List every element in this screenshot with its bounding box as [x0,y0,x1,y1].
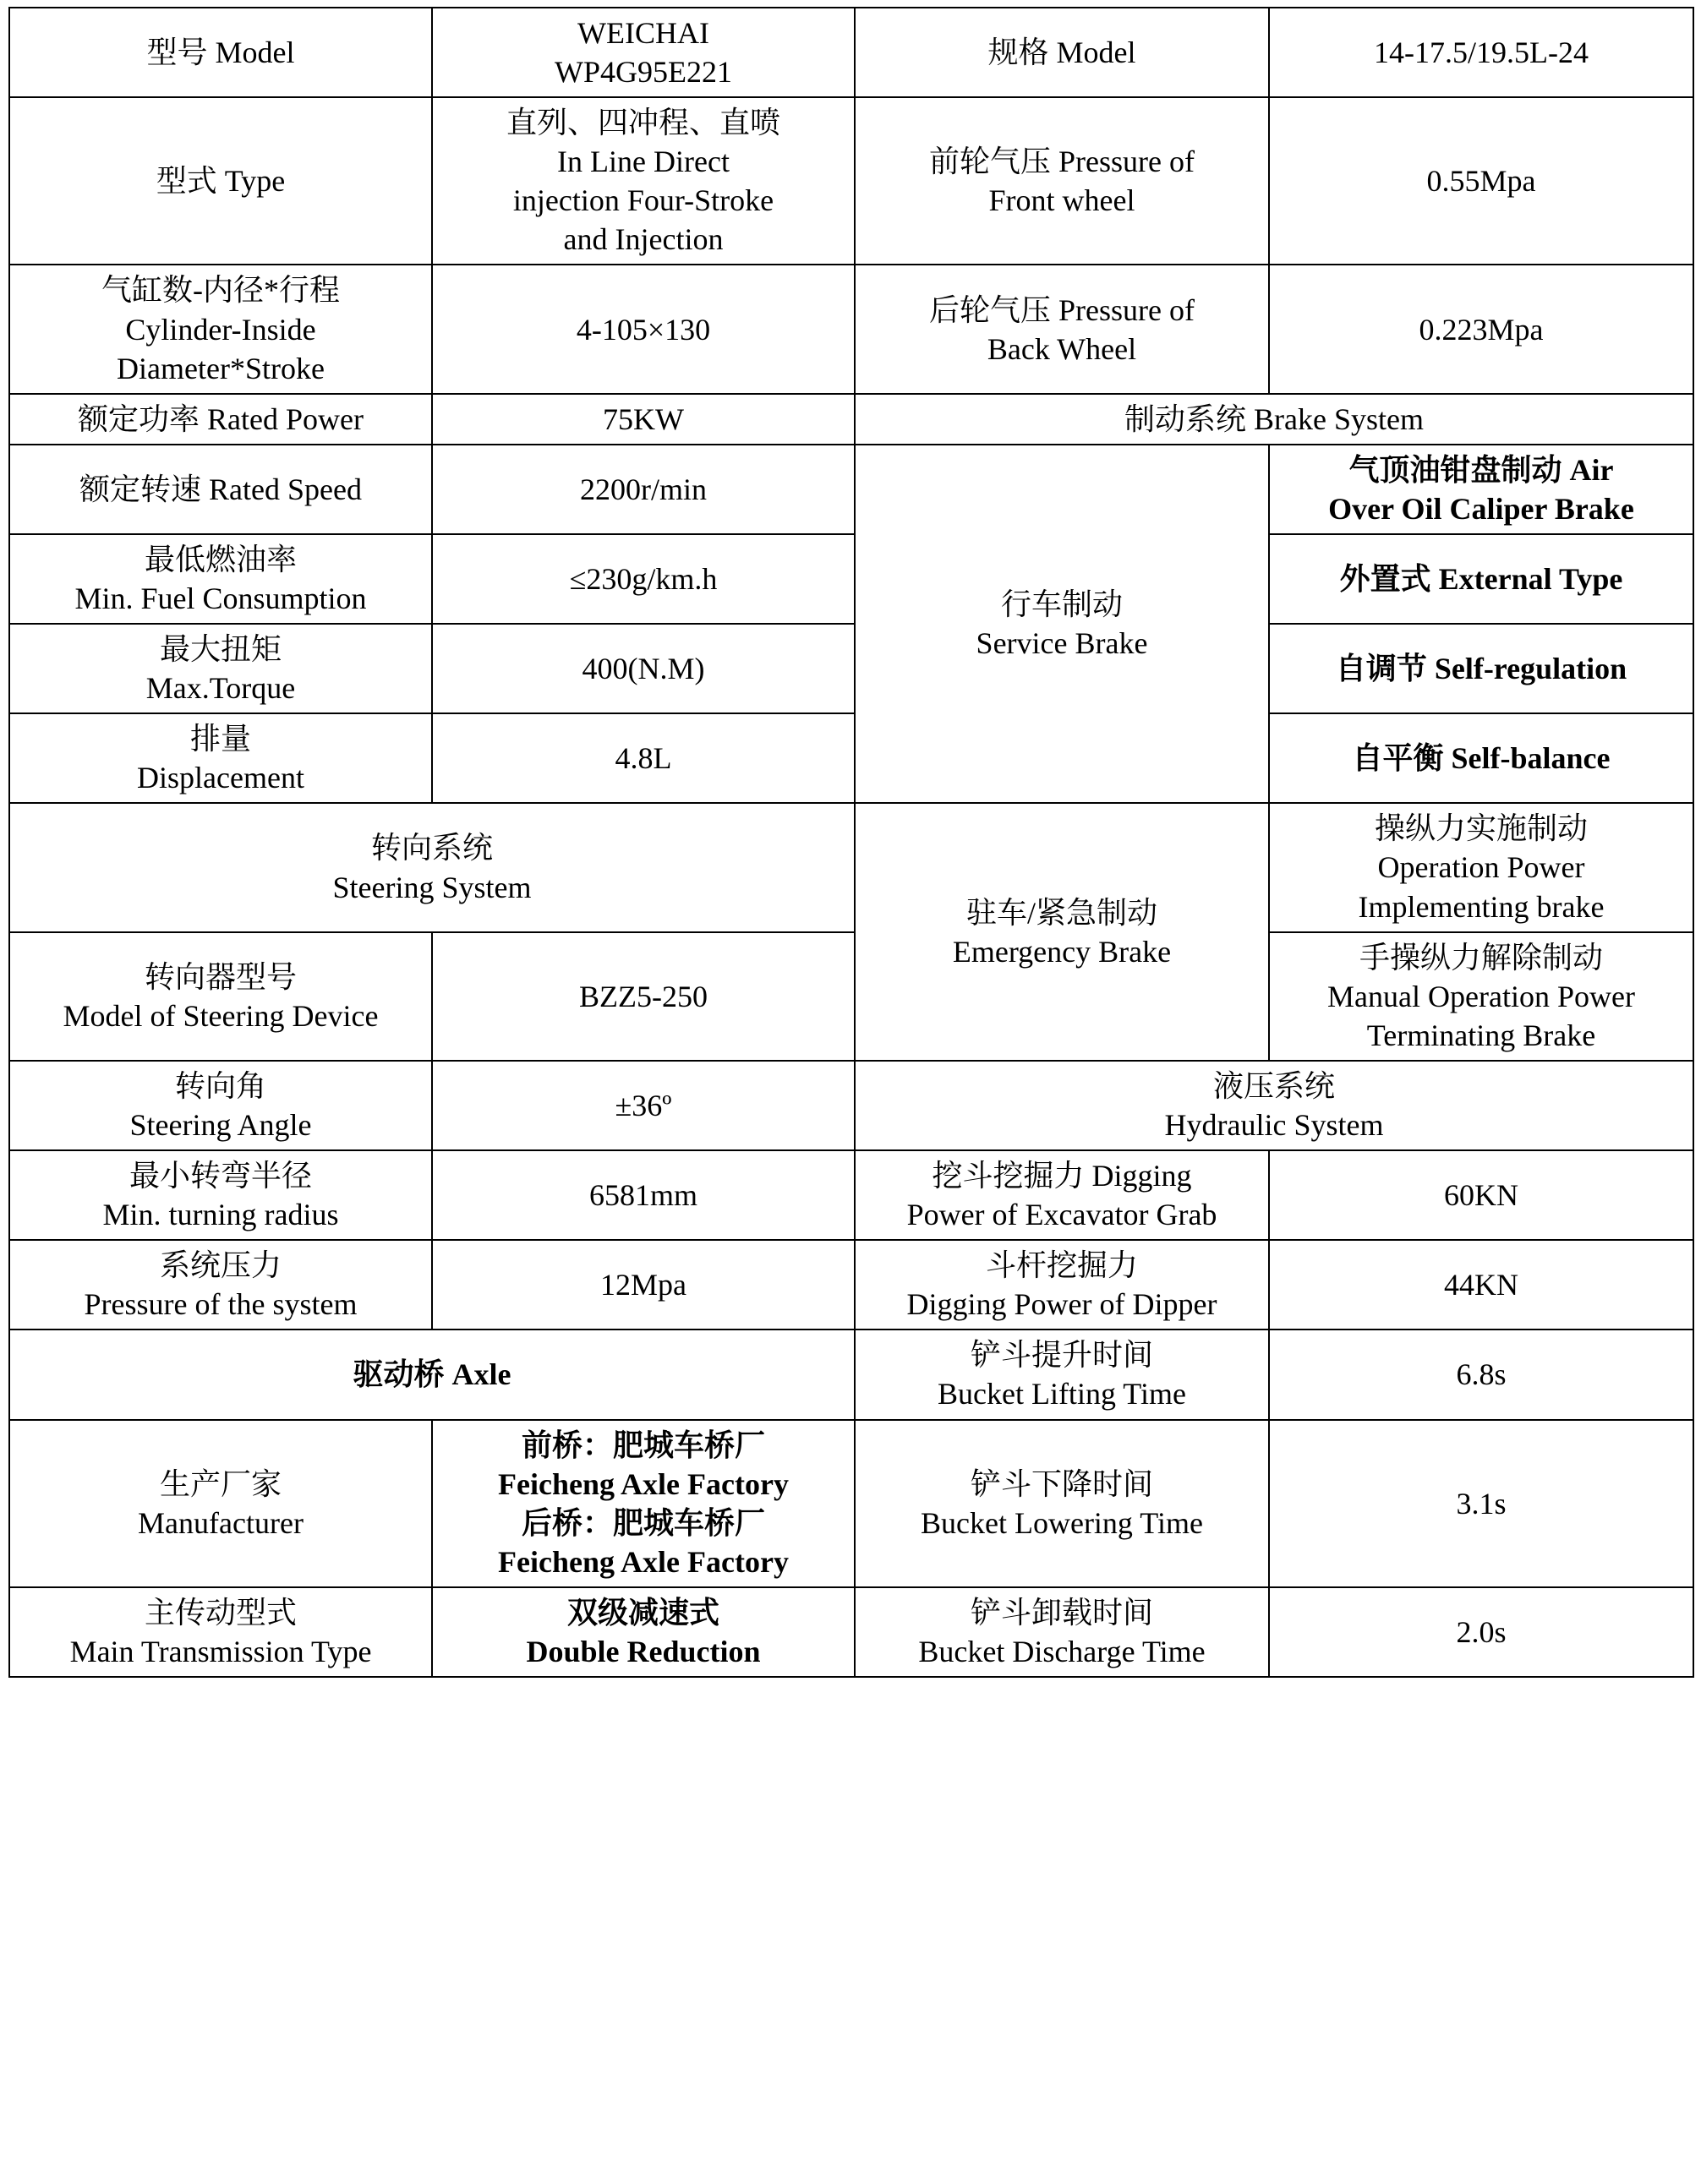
cell-line: 12Mpa [600,1268,686,1302]
value-digging-power-dipper [1269,1240,1693,1330]
value-bucket-discharge-time [1269,1587,1693,1677]
header-steering-system [9,803,855,931]
value-main-transmission [432,1587,855,1677]
value-turning-radius [432,1150,855,1240]
cell-line: 操纵力实施制动 [1374,811,1588,846]
cell-line: 主传动型式 [144,1595,297,1630]
value-manufacturer [432,1420,855,1587]
cell-line: Over Oil Caliper Brake [1328,491,1634,526]
cell-line: 自平衡 Self-balance [1352,741,1611,776]
cell-line: Bucket Discharge Time [918,1634,1206,1668]
cell-line: 额定转速 Rated Speed [79,472,362,506]
value-service-brake-3 [1269,624,1693,713]
cell-line: 2200r/min [580,472,707,506]
cell-line: 排量 [189,722,251,756]
label-bucket-lifting-time [855,1330,1269,1419]
cell-line: Service Brake [976,626,1148,661]
table-row [9,1587,1693,1677]
specification-table [8,7,1694,1678]
label-steering-device [9,932,432,1061]
table-row [9,624,1693,713]
value-front-wheel-pressure [1269,97,1693,265]
label-rated-power [9,394,432,445]
cell-line: 6581mm [588,1178,697,1213]
cell-line: Cylinder-Inside [125,312,316,347]
value-cylinder [432,265,855,393]
value-digging-power-grab [1269,1150,1693,1240]
label-steering-angle [9,1061,432,1150]
cell-line: WEICHAI [577,16,709,50]
cell-line: Max.Torque [145,671,296,706]
value-bucket-lowering-time [1269,1420,1693,1587]
cell-line: 铲斗卸载时间 [970,1595,1153,1630]
table-row [9,394,1693,445]
label-turning-radius [9,1150,432,1240]
cell-line: 4.8L [615,741,672,776]
cell-line: 型式 Type [156,164,286,199]
cell-line: 44KN [1444,1268,1518,1302]
cell-line: ≤230g/km.h [569,561,718,596]
cell-line: 0.55Mpa [1426,164,1536,199]
cell-line: BZZ5-250 [579,979,708,1013]
cell-line: 规格 Model [987,35,1136,70]
cell-line: In Line Direct [557,145,730,179]
cell-line: and Injection [563,222,724,257]
cell-line: Front wheel [988,183,1135,218]
cell-line: 6.8s [1456,1357,1507,1392]
cell-line: 型号 Model [146,35,295,70]
cell-line: Bucket Lowering Time [921,1505,1203,1540]
label-bucket-lowering-time [855,1420,1269,1587]
label-back-wheel-pressure [855,265,1269,393]
label-max-torque [9,624,432,713]
cell-line: Min. turning radius [102,1198,339,1232]
table-row [9,1150,1693,1240]
cell-line: Digging Power of Dipper [906,1287,1217,1322]
table-row [9,1330,1693,1419]
cell-line: 2.0s [1456,1614,1507,1649]
value-steering-angle [432,1061,855,1150]
cell-line: injection Four-Stroke [512,183,774,218]
label-system-pressure [9,1240,432,1330]
cell-line: 前轮气压 Pressure of [929,145,1195,179]
table-row [9,713,1693,803]
value-type [432,97,855,265]
cell-line: Hydraulic System [1164,1107,1384,1142]
cell-line: Implementing brake [1358,889,1605,924]
cell-line: Power of Excavator Grab [906,1198,1217,1232]
value-emergency-brake-1 [1269,803,1693,931]
label-model [9,8,432,97]
cell-line: 斗杆挖掘力 [985,1248,1138,1283]
value-service-brake-1 [1269,445,1693,534]
cell-line: 转向器型号 [144,959,297,994]
cell-line: Steering System [332,870,532,904]
table-row [9,803,1693,931]
label-front-wheel-pressure [855,97,1269,265]
cell-line: Double Reduction [526,1634,761,1668]
cell-line: 行车制动 [1000,587,1123,622]
value-back-wheel-pressure [1269,265,1693,393]
value-max-torque [432,624,855,713]
value-spec-model [1269,8,1693,97]
cell-line: Back Wheel [987,331,1137,366]
label-displacement [9,713,432,803]
cell-line: 转向系统 [370,831,493,865]
cell-line: 后轮气压 Pressure of [929,292,1195,327]
label-spec-model [855,8,1269,97]
table-row [9,1240,1693,1330]
label-digging-power-dipper [855,1240,1269,1330]
cell-line: 气顶油钳盘制动 Air [1348,452,1614,487]
cell-line: 手操纵力解除制动 [1359,940,1603,975]
cell-line: 系统压力 [159,1248,282,1283]
cell-line: 制动系统 Brake System [1124,401,1424,436]
table-row [9,445,1693,534]
cell-line: 液压系统 [1212,1068,1335,1103]
cell-line: Bucket Lifting Time [937,1377,1186,1411]
table-row [9,265,1693,393]
label-manufacturer [9,1420,432,1587]
value-service-brake-4 [1269,713,1693,803]
value-rated-speed [432,445,855,534]
label-bucket-discharge-time [855,1587,1269,1677]
table-row [9,97,1693,265]
cell-line: 4-105×130 [576,312,711,347]
cell-line: Feicheng Axle Factory [498,1466,789,1501]
label-rated-speed [9,445,432,534]
value-fuel-consumption [432,534,855,624]
cell-line: 铲斗提升时间 [970,1338,1153,1373]
value-service-brake-2 [1269,534,1693,624]
label-service-brake [855,445,1269,804]
cell-line: 外置式 External Type [1339,561,1623,596]
cell-line: 前桥：肥城车桥厂 [521,1428,765,1462]
label-type [9,97,432,265]
label-fuel-consumption [9,534,432,624]
cell-line: Manual Operation Power [1327,979,1635,1013]
cell-line: Emergency Brake [952,934,1172,969]
cell-line: Displacement [137,761,304,795]
cell-line: 最小转弯半径 [129,1159,312,1193]
header-brake-system [855,394,1693,445]
cell-line: Steering Angle [129,1107,312,1142]
label-emergency-brake [855,803,1269,1060]
label-digging-power-grab [855,1150,1269,1240]
cell-line: 400(N.M) [582,652,705,686]
cell-line: 挖斗挖掘力 Digging [932,1159,1192,1193]
cell-line: Feicheng Axle Factory [498,1544,789,1579]
cell-line: 14-17.5/19.5L-24 [1374,35,1589,70]
value-rated-power [432,394,855,445]
cell-line: 驻车/紧急制动 [965,895,1157,930]
cell-line: 最大扭矩 [159,632,282,667]
cell-line: Diameter*Stroke [117,351,325,385]
cell-line: 驱动桥 Axle [353,1357,511,1392]
cell-line: 转向角 [174,1068,266,1103]
cell-line: 最低燃油率 [144,542,297,576]
specification-table-body [9,8,1693,1677]
cell-line: Main Transmission Type [69,1634,372,1668]
cell-line: Pressure of the system [84,1287,358,1322]
table-row [9,534,1693,624]
header-hydraulic-system [855,1061,1693,1150]
cell-line: Operation Power [1377,850,1585,885]
value-system-pressure [432,1240,855,1330]
cell-line: Model of Steering Device [63,998,379,1033]
cell-line: Min. Fuel Consumption [74,581,367,616]
cell-line: Terminating Brake [1366,1018,1596,1052]
cell-line: 直列、四冲程、直喷 [506,106,780,140]
cell-line: 气缸数-内径*行程 [101,273,340,308]
cell-line: 60KN [1444,1178,1518,1213]
table-row [9,1061,1693,1150]
cell-line: 铲斗下降时间 [970,1466,1153,1501]
value-bucket-lifting-time [1269,1330,1693,1419]
cell-line: 3.1s [1456,1486,1507,1521]
cell-line: 额定功率 Rated Power [78,401,364,436]
cell-line: 后桥：肥城车桥厂 [521,1505,765,1540]
cell-line: 生产厂家 [159,1466,282,1501]
table-row [9,932,1693,1061]
value-steering-device [432,932,855,1061]
cell-line: 自调节 Self-regulation [1335,652,1627,686]
header-axle [9,1330,855,1419]
cell-line: 75KW [603,401,684,436]
value-displacement [432,713,855,803]
cell-line: ±36º [615,1088,672,1122]
table-row [9,8,1693,97]
label-cylinder [9,265,432,393]
cell-line: Manufacturer [138,1505,304,1540]
label-main-transmission [9,1587,432,1677]
value-emergency-brake-2 [1269,932,1693,1061]
cell-line: WP4G95E221 [555,55,732,90]
table-row [9,1420,1693,1587]
cell-line: 双级减速式 [566,1595,719,1630]
cell-line: 0.223Mpa [1419,312,1544,347]
value-model [432,8,855,97]
